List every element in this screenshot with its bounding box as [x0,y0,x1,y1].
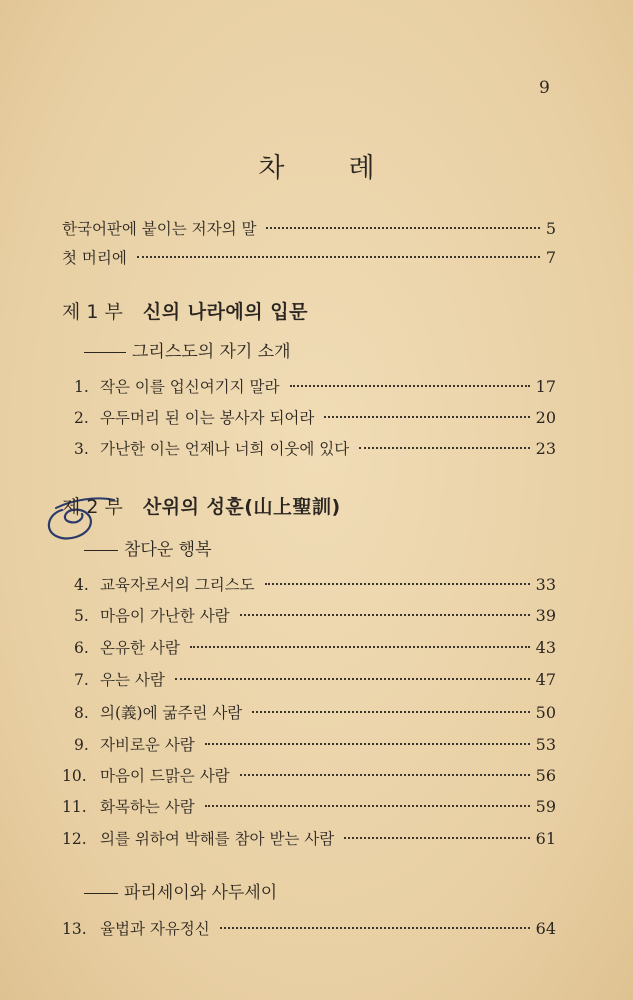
chapter-number: 12. [62,830,87,848]
page-number: 9 [539,78,550,98]
chapter-2[interactable] [74,406,556,428]
chapter-page: 56 [535,766,556,785]
chapter-page: 53 [535,735,556,754]
chapter-label: 의를 위하여 박해를 참아 받는 사람 [100,830,335,848]
toc-entry-label: 첫 머리에 [62,249,127,267]
chapter-label: 마음이 드맑은 사람 [100,767,230,785]
part-2-subtitle [84,535,212,560]
chapter-11[interactable] [62,795,556,817]
dot-leader [265,583,530,585]
chapter-5[interactable] [74,604,556,626]
dot-leader [290,385,530,387]
chapter-label: 온유한 사람 [100,639,180,657]
subtitle-text: 그리스도의 자기 소개 [132,342,291,362]
chapter-page: 47 [535,670,556,689]
chapter-6[interactable] [74,636,556,658]
chapter-page: 20 [535,408,556,427]
chapter-7[interactable] [74,668,556,690]
toc-entry-preface[interactable] [62,217,556,239]
chapter-number: 9. [74,736,89,754]
dot-leader [359,447,529,449]
chapter-page: 39 [535,606,556,625]
chapter-1[interactable] [74,375,556,397]
subtitle-text: 참다운 행복 [124,540,212,560]
toc-title [0,146,633,185]
chapter-label: 화목하는 사람 [100,798,195,816]
chapter-3[interactable] [74,437,556,459]
chapter-label: 교육자로서의 그리스도 [100,576,255,594]
dot-leader [344,837,529,839]
chapter-page: 61 [535,829,556,848]
toc-entry-page: 7 [545,248,556,267]
dot-leader [252,711,529,713]
chapter-label: 우는 사람 [100,671,165,689]
chapter-page: 17 [535,377,556,396]
dot-leader [190,646,530,648]
dot-leader [266,227,539,229]
chapter-page: 64 [535,919,556,938]
chapter-number: 8. [74,704,89,722]
chapter-label: 가난한 이는 언제나 너희 이웃에 있다 [100,440,350,458]
part-title: 신의 나라에의 입문 [142,301,308,323]
chapter-8[interactable] [74,701,556,723]
toc-title-char-1: 차 [258,153,285,184]
part-number: 제 1 부 [62,301,123,323]
dot-leader [137,256,540,258]
em-dash [84,893,118,894]
chapter-page: 50 [535,703,556,722]
toc-entry-label: 한국어판에 붙이는 저자의 말 [62,220,257,238]
part-title: 산위의 성훈(山上聖訓) [142,496,341,518]
chapter-number: 4. [74,576,89,594]
dot-leader [205,743,530,745]
dot-leader [205,805,530,807]
toc-entry-foreword[interactable] [62,246,556,268]
toc-entry-page: 5 [545,219,556,238]
chapter-number: 7. [74,671,89,689]
chapter-label: 마음이 가난한 사람 [100,607,230,625]
dot-leader [175,678,530,680]
part-2-heading[interactable] [62,492,341,519]
chapter-number: 1. [74,378,89,396]
em-dash [84,550,118,551]
chapter-9[interactable] [74,733,556,755]
part-1-heading[interactable] [62,297,308,324]
chapter-label: 자비로운 사람 [100,736,195,754]
dot-leader [220,927,530,929]
chapter-number: 5. [74,607,89,625]
dot-leader [240,774,530,776]
chapter-page: 23 [535,439,556,458]
chapter-number: 11. [62,798,87,816]
chapter-page: 59 [535,797,556,816]
em-dash [84,352,126,353]
chapter-label: 율법과 자유정신 [100,920,210,938]
chapter-label: 우두머리 된 이는 봉사자 되어라 [100,409,315,427]
chapter-label: 의(義)에 굶주린 사람 [100,704,243,722]
chapter-number: 13. [62,920,87,938]
dot-leader [324,416,529,418]
chapter-number: 6. [74,639,89,657]
toc-title-char-2: 례 [348,153,375,184]
chapter-page: 33 [535,575,556,594]
subtitle-text: 파리세이와 사두세이 [124,883,278,903]
chapter-number: 10. [62,767,87,785]
chapter-number: 2. [74,409,89,427]
part-number: 제 2 부 [62,496,123,518]
part-1-subtitle [84,337,291,362]
chapter-13[interactable] [62,917,556,939]
chapter-12[interactable] [62,827,556,849]
chapter-number: 3. [74,440,89,458]
chapter-4[interactable] [74,573,556,595]
part-2-subtitle-2 [84,878,277,903]
chapter-10[interactable] [62,764,556,786]
dot-leader [240,614,530,616]
chapter-page: 43 [535,638,556,657]
chapter-label: 작은 이를 업신여기지 말라 [100,378,280,396]
